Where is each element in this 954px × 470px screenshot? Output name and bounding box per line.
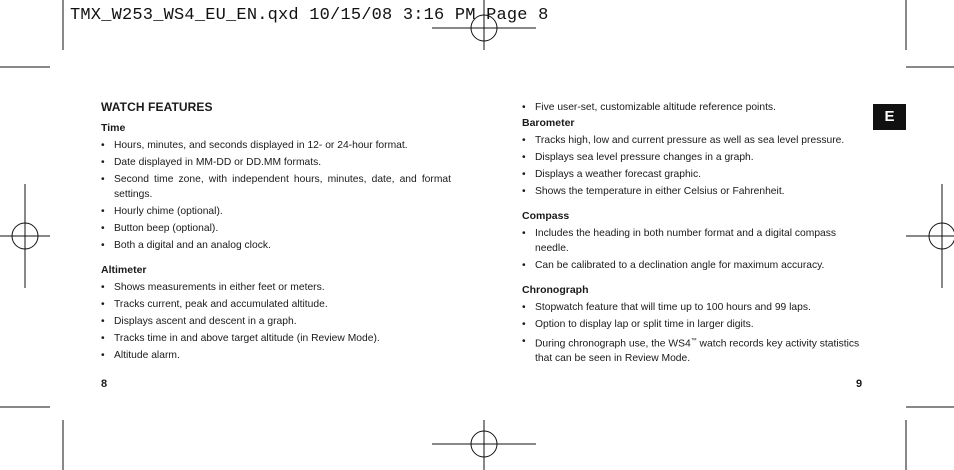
list-item: • Five user-set, customizable altitude reference points.	[522, 100, 872, 115]
chronograph-list	[522, 300, 872, 366]
list-item: • Altitude alarm.	[101, 348, 451, 363]
compass-heading: Compass	[522, 210, 570, 222]
barometer-list	[522, 133, 872, 199]
page-title: WATCH FEATURES	[101, 100, 213, 114]
list-item: • Second time zone, with independent hours, minutes, date, and format settings.	[101, 172, 451, 202]
chronograph-item-text-start: During chronograph use, the WS4	[535, 338, 691, 350]
list-item: • Button beep (optional).	[101, 221, 451, 236]
page-number-left: 8	[101, 378, 108, 390]
compass-list	[522, 226, 872, 273]
list-item: • Option to display lap or split time in larger digits.	[522, 317, 872, 332]
altimeter-heading: Altimeter	[101, 264, 147, 276]
list-item: • Hourly chime (optional).	[101, 204, 451, 219]
left-page-column	[101, 100, 451, 365]
right-page-column	[522, 100, 872, 368]
chronograph-item-text-end: watch records key activity statistics that can be seen in Review Mode.	[535, 338, 860, 365]
list-item: • Displays ascent and descent in a graph.	[101, 314, 451, 329]
list-item: • Date displayed in MM-DD or DD.MM formats.	[101, 155, 451, 170]
list-item: • Can be calibrated to a declination angle for maximum accuracy.	[522, 258, 872, 273]
altimeter-continued-list	[522, 100, 872, 115]
page-number-right: 9	[856, 378, 863, 390]
altimeter-list	[101, 280, 451, 363]
list-item: • Shows the temperature in either Celsius or Fahrenheit.	[522, 184, 872, 199]
list-item: • Stopwatch feature that will time up to 100 hours and 99 laps.	[522, 300, 872, 315]
barometer-heading: Barometer	[522, 117, 575, 129]
list-item: • Hours, minutes, and seconds displayed in 12- or 24-hour format.	[101, 138, 451, 153]
list-item: • Tracks high, low and current pressure as well as sea level pressure.	[522, 133, 872, 148]
list-item	[522, 334, 872, 366]
list-item: • Displays sea level pressure changes in a graph.	[522, 150, 872, 165]
registration-mark-left	[0, 184, 50, 288]
list-item: • Includes the heading in both number format and a digital compass needle.	[522, 226, 872, 256]
registration-mark-right	[906, 184, 954, 288]
list-item: • Tracks time in and above target altitude (in Review Mode).	[101, 331, 451, 346]
trademark-mark: ™	[690, 338, 697, 344]
list-item: • Displays a weather forecast graphic.	[522, 167, 872, 182]
time-list	[101, 138, 451, 253]
section-tab: E	[873, 104, 906, 130]
list-item: • Shows measurements in either feet or meters.	[101, 280, 451, 295]
registration-mark-bottom	[432, 420, 536, 470]
chronograph-heading: Chronograph	[522, 284, 589, 296]
list-item: • Tracks current, peak and accumulated altitude.	[101, 297, 451, 312]
slug-line: TMX_W253_WS4_EU_EN.qxd 10/15/08 3:16 PM Page 8	[70, 6, 549, 25]
list-item: • Both a digital and an analog clock.	[101, 238, 451, 253]
time-heading: Time	[101, 122, 126, 134]
